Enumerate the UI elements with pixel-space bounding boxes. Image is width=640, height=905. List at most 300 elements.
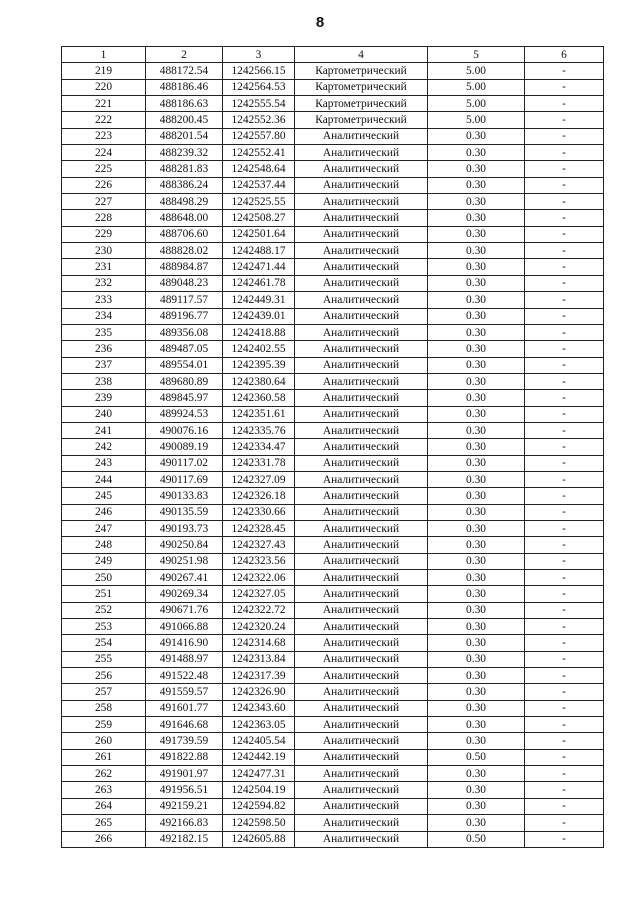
table-row xyxy=(62,259,604,275)
table-cell: Аналитический xyxy=(295,455,428,471)
header-row xyxy=(62,47,604,63)
table-cell: - xyxy=(525,700,604,716)
table-row xyxy=(62,815,604,831)
table-cell: - xyxy=(525,177,604,193)
table-cell: 489845.97 xyxy=(146,390,223,406)
table-cell: 231 xyxy=(62,259,146,275)
table-cell: Аналитический xyxy=(295,651,428,667)
table-cell: - xyxy=(525,292,604,308)
table-cell: 1242564.53 xyxy=(223,79,295,95)
table-cell: - xyxy=(525,145,604,161)
table-cell: 1242317.39 xyxy=(223,668,295,684)
table-cell: 0.30 xyxy=(428,226,525,242)
table-cell: 0.30 xyxy=(428,537,525,553)
table-body xyxy=(62,63,604,848)
table-cell: 1242328.45 xyxy=(223,520,295,536)
table-cell: 0.30 xyxy=(428,145,525,161)
table-cell: 242 xyxy=(62,439,146,455)
table-cell: - xyxy=(525,815,604,831)
table-cell: 0.30 xyxy=(428,275,525,291)
table-cell: Аналитический xyxy=(295,700,428,716)
table-cell: 491739.59 xyxy=(146,733,223,749)
table-cell: 0.50 xyxy=(428,831,525,847)
table-cell: 490135.59 xyxy=(146,504,223,520)
table-cell: 0.30 xyxy=(428,455,525,471)
table-cell: 260 xyxy=(62,733,146,749)
table-cell: 0.30 xyxy=(428,292,525,308)
table-cell: 237 xyxy=(62,357,146,373)
table-cell: Аналитический xyxy=(295,504,428,520)
table-cell: Картометрический xyxy=(295,96,428,112)
table-cell: 0.30 xyxy=(428,668,525,684)
table-header xyxy=(62,47,604,63)
table-cell: 223 xyxy=(62,128,146,144)
table-cell: - xyxy=(525,798,604,814)
table-row xyxy=(62,766,604,782)
table-row xyxy=(62,194,604,210)
table-row xyxy=(62,684,604,700)
table-cell: 0.30 xyxy=(428,504,525,520)
table-row xyxy=(62,243,604,259)
table-cell: 1242477.31 xyxy=(223,766,295,782)
table-cell: 1242552.41 xyxy=(223,145,295,161)
table-cell: - xyxy=(525,259,604,275)
table-cell: Аналитический xyxy=(295,684,428,700)
table-cell: 488828.02 xyxy=(146,243,223,259)
table-cell: - xyxy=(525,651,604,667)
table-cell: Аналитический xyxy=(295,815,428,831)
table-cell: Аналитический xyxy=(295,570,428,586)
table-cell: 266 xyxy=(62,831,146,847)
table-row xyxy=(62,406,604,422)
table-cell: Аналитический xyxy=(295,390,428,406)
table-cell: 1242405.54 xyxy=(223,733,295,749)
table-cell: 490267.41 xyxy=(146,570,223,586)
table-cell: 1242326.18 xyxy=(223,488,295,504)
table-cell: 488984.87 xyxy=(146,259,223,275)
table-cell: 491066.88 xyxy=(146,619,223,635)
table-cell: Аналитический xyxy=(295,177,428,193)
table-row xyxy=(62,553,604,569)
table-cell: Аналитический xyxy=(295,194,428,210)
table-cell: 488186.46 xyxy=(146,79,223,95)
column-header: 1 xyxy=(62,47,146,63)
table-cell: 0.30 xyxy=(428,717,525,733)
table-row xyxy=(62,373,604,389)
table-row xyxy=(62,308,604,324)
table-cell: 1242322.06 xyxy=(223,570,295,586)
table-row xyxy=(62,63,604,79)
table-cell: 0.30 xyxy=(428,390,525,406)
table-cell: Аналитический xyxy=(295,292,428,308)
table-cell: Аналитический xyxy=(295,161,428,177)
table-cell: 1242594.82 xyxy=(223,798,295,814)
column-header: 4 xyxy=(295,47,428,63)
table-row xyxy=(62,717,604,733)
table-cell: 0.30 xyxy=(428,406,525,422)
table-cell: - xyxy=(525,602,604,618)
table-row xyxy=(62,161,604,177)
table-cell: 1242537.44 xyxy=(223,177,295,193)
table-cell: 1242471.44 xyxy=(223,259,295,275)
table-cell: 0.30 xyxy=(428,308,525,324)
table-cell: 5.00 xyxy=(428,96,525,112)
table-row xyxy=(62,210,604,226)
table-cell: Картометрический xyxy=(295,112,428,128)
table-cell: Аналитический xyxy=(295,831,428,847)
table-cell: Аналитический xyxy=(295,341,428,357)
table-cell: 490133.83 xyxy=(146,488,223,504)
table-row xyxy=(62,455,604,471)
table-cell: Аналитический xyxy=(295,210,428,226)
table-cell: Аналитический xyxy=(295,406,428,422)
table-cell: 228 xyxy=(62,210,146,226)
table-row xyxy=(62,226,604,242)
table-cell: - xyxy=(525,635,604,651)
table-cell: - xyxy=(525,570,604,586)
table-cell: - xyxy=(525,63,604,79)
table-cell: 489196.77 xyxy=(146,308,223,324)
table-row xyxy=(62,504,604,520)
table-row xyxy=(62,145,604,161)
table-cell: 0.30 xyxy=(428,570,525,586)
table-cell: - xyxy=(525,668,604,684)
table-cell: 235 xyxy=(62,324,146,340)
table-cell: 239 xyxy=(62,390,146,406)
table-cell: Аналитический xyxy=(295,259,428,275)
table-cell: - xyxy=(525,79,604,95)
table-cell: Аналитический xyxy=(295,668,428,684)
table-cell: 490671.76 xyxy=(146,602,223,618)
table-cell: 0.30 xyxy=(428,324,525,340)
table-cell: 236 xyxy=(62,341,146,357)
table-cell: 265 xyxy=(62,815,146,831)
table-cell: 227 xyxy=(62,194,146,210)
table-cell: 1242323.56 xyxy=(223,553,295,569)
table-cell: 488281.83 xyxy=(146,161,223,177)
table-cell: 1242314.68 xyxy=(223,635,295,651)
table-cell: 1242322.72 xyxy=(223,602,295,618)
table-cell: 1242555.54 xyxy=(223,96,295,112)
table-cell: 1242442.19 xyxy=(223,749,295,765)
table-row xyxy=(62,700,604,716)
table-cell: - xyxy=(525,194,604,210)
table-cell: 1242566.15 xyxy=(223,63,295,79)
table-cell: 243 xyxy=(62,455,146,471)
table-cell: Аналитический xyxy=(295,422,428,438)
table-cell: 1242360.58 xyxy=(223,390,295,406)
table-cell: 0.30 xyxy=(428,635,525,651)
table-cell: 264 xyxy=(62,798,146,814)
table-cell: - xyxy=(525,520,604,536)
table-cell: 1242326.90 xyxy=(223,684,295,700)
table-cell: 0.30 xyxy=(428,602,525,618)
table-cell: 489924.53 xyxy=(146,406,223,422)
table-row xyxy=(62,128,604,144)
table-row xyxy=(62,96,604,112)
table-cell: 1242327.09 xyxy=(223,471,295,487)
table-cell: 0.30 xyxy=(428,700,525,716)
table-cell: - xyxy=(525,766,604,782)
table-cell: 0.30 xyxy=(428,553,525,569)
table-cell: 1242330.66 xyxy=(223,504,295,520)
column-header: 6 xyxy=(525,47,604,63)
table-cell: 233 xyxy=(62,292,146,308)
table-cell: - xyxy=(525,390,604,406)
table-cell: 220 xyxy=(62,79,146,95)
table-cell: - xyxy=(525,471,604,487)
table-row xyxy=(62,292,604,308)
table-cell: 0.30 xyxy=(428,815,525,831)
table-cell: 488239.32 xyxy=(146,145,223,161)
table-cell: 232 xyxy=(62,275,146,291)
table-cell: 0.50 xyxy=(428,749,525,765)
table-cell: 488172.54 xyxy=(146,63,223,79)
table-cell: Аналитический xyxy=(295,128,428,144)
table-cell: - xyxy=(525,782,604,798)
table-cell: - xyxy=(525,341,604,357)
coordinates-table xyxy=(61,46,604,848)
table-cell: 240 xyxy=(62,406,146,422)
table-row xyxy=(62,749,604,765)
table-cell: 253 xyxy=(62,619,146,635)
table-cell: 246 xyxy=(62,504,146,520)
table-cell: 1242363.05 xyxy=(223,717,295,733)
table-cell: 488386.24 xyxy=(146,177,223,193)
table-cell: - xyxy=(525,128,604,144)
table-cell: - xyxy=(525,373,604,389)
table-cell: 1242327.43 xyxy=(223,537,295,553)
table-cell: 1242334.47 xyxy=(223,439,295,455)
table-cell: Аналитический xyxy=(295,798,428,814)
page-number: 8 xyxy=(315,14,325,31)
table-cell: - xyxy=(525,619,604,635)
table-cell: 244 xyxy=(62,471,146,487)
table-cell: 0.30 xyxy=(428,210,525,226)
table-cell: 0.30 xyxy=(428,471,525,487)
table-cell: 489554.01 xyxy=(146,357,223,373)
table-cell: 1242461.78 xyxy=(223,275,295,291)
table-cell: 1242320.24 xyxy=(223,619,295,635)
table-row xyxy=(62,275,604,291)
table-cell: 254 xyxy=(62,635,146,651)
table-cell: 488498.29 xyxy=(146,194,223,210)
table-cell: Аналитический xyxy=(295,145,428,161)
table-cell: 238 xyxy=(62,373,146,389)
table-cell: - xyxy=(525,586,604,602)
table-cell: Аналитический xyxy=(295,782,428,798)
table-cell: 1242343.60 xyxy=(223,700,295,716)
table-cell: 248 xyxy=(62,537,146,553)
table-cell: 0.30 xyxy=(428,586,525,602)
table-cell: 1242351.61 xyxy=(223,406,295,422)
table-cell: 490117.02 xyxy=(146,455,223,471)
table-cell: 1242380.64 xyxy=(223,373,295,389)
table-cell: - xyxy=(525,553,604,569)
table-cell: 0.30 xyxy=(428,684,525,700)
table-row xyxy=(62,79,604,95)
table-cell: Картометрический xyxy=(295,79,428,95)
table-row xyxy=(62,324,604,340)
table-row xyxy=(62,422,604,438)
table-row xyxy=(62,341,604,357)
table-cell: - xyxy=(525,324,604,340)
table-cell: Аналитический xyxy=(295,324,428,340)
table-cell: 247 xyxy=(62,520,146,536)
table-cell: 263 xyxy=(62,782,146,798)
table-cell: 491646.68 xyxy=(146,717,223,733)
table-cell: 488706.60 xyxy=(146,226,223,242)
column-header: 3 xyxy=(223,47,295,63)
table-cell: Аналитический xyxy=(295,635,428,651)
table-cell: 489356.08 xyxy=(146,324,223,340)
table-cell: 489048.23 xyxy=(146,275,223,291)
table-row xyxy=(62,520,604,536)
table-row xyxy=(62,570,604,586)
table-cell: Аналитический xyxy=(295,471,428,487)
table-cell: Аналитический xyxy=(295,537,428,553)
table-cell: 491416.90 xyxy=(146,635,223,651)
table-cell: 225 xyxy=(62,161,146,177)
table-cell: - xyxy=(525,504,604,520)
table-cell: 0.30 xyxy=(428,243,525,259)
table-cell: 489487.05 xyxy=(146,341,223,357)
table-row xyxy=(62,357,604,373)
table-cell: 491956.51 xyxy=(146,782,223,798)
table-cell: Аналитический xyxy=(295,373,428,389)
table-cell: - xyxy=(525,357,604,373)
table-cell: 488200.45 xyxy=(146,112,223,128)
table-row xyxy=(62,733,604,749)
table-cell: 490076.16 xyxy=(146,422,223,438)
table-cell: 1242504.19 xyxy=(223,782,295,798)
table-cell: - xyxy=(525,422,604,438)
table-row xyxy=(62,112,604,128)
table-cell: 490269.34 xyxy=(146,586,223,602)
table-cell: - xyxy=(525,488,604,504)
table-cell: - xyxy=(525,275,604,291)
table-cell: 5.00 xyxy=(428,63,525,79)
table-cell: Аналитический xyxy=(295,749,428,765)
table-cell: - xyxy=(525,537,604,553)
table-cell: 0.30 xyxy=(428,128,525,144)
table-cell: 258 xyxy=(62,700,146,716)
table-cell: - xyxy=(525,439,604,455)
table-cell: 1242439.01 xyxy=(223,308,295,324)
table-cell: 234 xyxy=(62,308,146,324)
table-cell: 0.30 xyxy=(428,357,525,373)
table-cell: Аналитический xyxy=(295,619,428,635)
table-cell: 489117.57 xyxy=(146,292,223,308)
table-cell: 491822.88 xyxy=(146,749,223,765)
table-cell: Аналитический xyxy=(295,520,428,536)
table-cell: 251 xyxy=(62,586,146,602)
table-cell: 491559.57 xyxy=(146,684,223,700)
table-cell: 0.30 xyxy=(428,259,525,275)
table-cell: 262 xyxy=(62,766,146,782)
table-cell: 490251.98 xyxy=(146,553,223,569)
table-cell: - xyxy=(525,717,604,733)
table-cell: 1242557.80 xyxy=(223,128,295,144)
table-row xyxy=(62,471,604,487)
table-cell: 491601.77 xyxy=(146,700,223,716)
table-row xyxy=(62,602,604,618)
column-header: 2 xyxy=(146,47,223,63)
table-cell: 252 xyxy=(62,602,146,618)
table-cell: 0.30 xyxy=(428,422,525,438)
table-cell: 241 xyxy=(62,422,146,438)
table-cell: - xyxy=(525,733,604,749)
column-header: 5 xyxy=(428,47,525,63)
table-cell: - xyxy=(525,684,604,700)
table-cell: 490250.84 xyxy=(146,537,223,553)
table-cell: 1242449.31 xyxy=(223,292,295,308)
table-row xyxy=(62,635,604,651)
table-cell: 488201.54 xyxy=(146,128,223,144)
table-cell: 0.30 xyxy=(428,651,525,667)
table-cell: Аналитический xyxy=(295,766,428,782)
table-cell: 1242313.84 xyxy=(223,651,295,667)
table-cell: 245 xyxy=(62,488,146,504)
table-cell: Аналитический xyxy=(295,275,428,291)
table-cell: 0.30 xyxy=(428,373,525,389)
table-row xyxy=(62,651,604,667)
table-cell: 490089.19 xyxy=(146,439,223,455)
table-cell: - xyxy=(525,749,604,765)
table-cell: Картометрический xyxy=(295,63,428,79)
table-cell: 1242335.76 xyxy=(223,422,295,438)
table-cell: 492159.21 xyxy=(146,798,223,814)
table-cell: 491522.48 xyxy=(146,668,223,684)
table-cell: - xyxy=(525,96,604,112)
table-cell: 1242418.88 xyxy=(223,324,295,340)
table-cell: 221 xyxy=(62,96,146,112)
table-cell: 491901.97 xyxy=(146,766,223,782)
table-row xyxy=(62,619,604,635)
table-cell: 230 xyxy=(62,243,146,259)
table-cell: 1242508.27 xyxy=(223,210,295,226)
table-cell: 1242395.39 xyxy=(223,357,295,373)
table-cell: Аналитический xyxy=(295,357,428,373)
table-cell: - xyxy=(525,226,604,242)
table-cell: 1242331.78 xyxy=(223,455,295,471)
table-cell: Аналитический xyxy=(295,553,428,569)
table-cell: 0.30 xyxy=(428,733,525,749)
table-cell: 219 xyxy=(62,63,146,79)
table-cell: Аналитический xyxy=(295,602,428,618)
table-cell: 0.30 xyxy=(428,520,525,536)
table-cell: Аналитический xyxy=(295,308,428,324)
table-cell: 222 xyxy=(62,112,146,128)
table-cell: 1242488.17 xyxy=(223,243,295,259)
table-cell: 256 xyxy=(62,668,146,684)
table-cell: Аналитический xyxy=(295,439,428,455)
table-cell: 257 xyxy=(62,684,146,700)
table-cell: 0.30 xyxy=(428,619,525,635)
table-cell: 490117.69 xyxy=(146,471,223,487)
table-cell: 1242548.64 xyxy=(223,161,295,177)
table-cell: 0.30 xyxy=(428,177,525,193)
table-row xyxy=(62,488,604,504)
table-cell: 261 xyxy=(62,749,146,765)
table-cell: 1242552.36 xyxy=(223,112,295,128)
table-cell: - xyxy=(525,831,604,847)
table-cell: 229 xyxy=(62,226,146,242)
table-cell: Аналитический xyxy=(295,488,428,504)
table-cell: - xyxy=(525,243,604,259)
table-cell: 1242525.55 xyxy=(223,194,295,210)
table-cell: 1242327.05 xyxy=(223,586,295,602)
